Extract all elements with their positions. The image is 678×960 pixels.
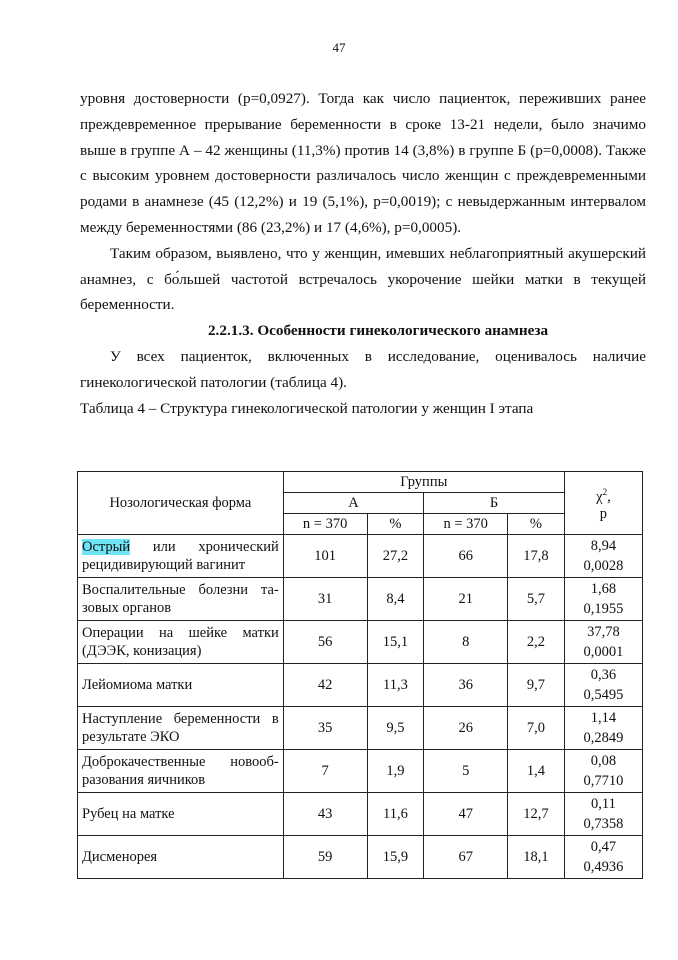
chi-superscript: 2	[602, 486, 608, 497]
cell-b-pct: 18,1	[508, 836, 565, 879]
paragraph-continuation: уровня достоверности (p=0,0927). Тогда как число пациенток, переживших ранее преждевременное прерывание беременности в сроке 13-21 недели, было значимо выше в группе А – 42 женщины (11,3%) против 14 (3,8%) в группе Б (p=0,0008). Также с высоким уровнем достоверности различалось число женщин с преждевременными родами в анамнезе (45 (12,2%) и 19 (5,1%), p=0,0019); с невыдержанным интервалом между беременностями (86 (23,2%) и 17 (4,6%), p=0,0005).	[80, 90, 646, 236]
table-row	[78, 621, 643, 664]
cell-a-n: 59	[283, 836, 367, 879]
row-name: Рубец на матке	[78, 793, 284, 836]
cell-b-pct: 12,7	[508, 793, 565, 836]
cell-p: 0,5495	[583, 687, 624, 703]
cell-b-n: 21	[424, 578, 508, 621]
header-group-b: Б	[424, 493, 565, 514]
cell-a-pct: 27,2	[367, 535, 424, 578]
cell-a-pct: 8,4	[367, 578, 424, 621]
cell-b-n: 8	[424, 621, 508, 664]
table-row	[78, 793, 643, 836]
row-name: Наступление беременности в результате ЭКО	[78, 707, 284, 750]
row-name: Воспалительные болезни та-зовых органов	[78, 578, 284, 621]
cell-chi2-p	[564, 750, 642, 793]
cell-a-n: 101	[283, 535, 367, 578]
cell-b-n: 67	[424, 836, 508, 879]
cell-chi2: 0,47	[590, 839, 617, 855]
cell-p: 0,1955	[583, 601, 624, 617]
row-name: Острый или хронический рецидивирующий вагинит	[78, 535, 284, 578]
cell-a-n: 31	[283, 578, 367, 621]
row-name: Лейомиома матки	[78, 664, 284, 707]
cell-p: 0,7710	[583, 773, 624, 789]
cell-b-pct: 9,7	[508, 664, 565, 707]
cell-chi2-p	[564, 836, 642, 879]
chi-comma: ,	[607, 488, 611, 505]
cell-a-pct: 9,5	[367, 707, 424, 750]
cell-chi2: 37,78	[587, 624, 620, 640]
cell-b-pct: 5,7	[508, 578, 565, 621]
header-groups: Группы	[283, 472, 564, 493]
cell-chi2: 0,08	[590, 753, 617, 769]
cell-b-pct: 1,4	[508, 750, 565, 793]
cell-a-pct: 11,3	[367, 664, 424, 707]
cell-chi2-p	[564, 621, 642, 664]
paragraph-conclusion: Таким образом, выявлено, что у женщин, имевших неблагоприятный акушерский анамнез, с бо́льшей частотой встречалось укорочение шейки матки в текущей беременности.	[80, 244, 646, 314]
row-name: Доброкачественные новооб-разования яичников	[78, 750, 284, 793]
header-group-a: А	[283, 493, 424, 514]
cell-b-n: 5	[424, 750, 508, 793]
cell-chi2: 8,94	[590, 538, 617, 554]
table-caption: Таблица 4 – Структура гинекологической патологии у женщин I этапа	[80, 399, 534, 417]
table-row	[78, 664, 643, 707]
header-n-a: n = 370	[283, 514, 367, 535]
cell-chi2-p	[564, 707, 642, 750]
header-n-b: n = 370	[424, 514, 508, 535]
section-heading: 2.2.1.3. Особенности гинекологического анамнеза	[207, 322, 549, 340]
p-symbol: p	[599, 506, 608, 523]
cell-a-n: 7	[283, 750, 367, 793]
cell-b-n: 66	[424, 535, 508, 578]
table-row	[78, 535, 643, 578]
cell-a-n: 43	[283, 793, 367, 836]
cell-b-n: 36	[424, 664, 508, 707]
cell-b-pct: 17,8	[508, 535, 565, 578]
header-pct-a: %	[367, 514, 424, 535]
chi-symbol: χ	[596, 488, 603, 505]
cell-b-pct: 2,2	[508, 621, 565, 664]
cell-chi2-p	[564, 535, 642, 578]
cell-chi2: 0,11	[591, 796, 616, 812]
cell-b-pct: 7,0	[508, 707, 565, 750]
cell-chi2: 1,68	[590, 581, 617, 597]
highlighted-word[interactable]: Острый	[82, 539, 131, 555]
cell-chi2-p	[564, 664, 642, 707]
body-text	[80, 86, 646, 421]
header-pct-b: %	[508, 514, 565, 535]
row-name: Операции на шейке матки (ДЭЭК, конизация)	[78, 621, 284, 664]
cell-p: 0,0001	[583, 644, 624, 660]
cell-chi2-p	[564, 793, 642, 836]
cell-a-pct: 15,9	[367, 836, 424, 879]
cell-p: 0,2849	[583, 730, 624, 746]
header-chi2-p	[564, 472, 642, 535]
cell-p: 0,4936	[583, 859, 624, 875]
cell-a-n: 35	[283, 707, 367, 750]
cell-a-pct: 15,1	[367, 621, 424, 664]
row-name: Дисменорея	[78, 836, 284, 879]
table-row	[78, 707, 643, 750]
page-number: 47	[332, 40, 346, 55]
cell-chi2-p	[564, 578, 642, 621]
cell-b-n: 26	[424, 707, 508, 750]
cell-a-pct: 1,9	[367, 750, 424, 793]
cell-p: 0,7358	[583, 816, 624, 832]
cell-p: 0,0028	[583, 558, 624, 574]
cell-chi2: 0,36	[590, 667, 617, 683]
cell-a-n: 42	[283, 664, 367, 707]
cell-chi2: 1,14	[590, 710, 617, 726]
paragraph-intro: У всех пациенток, включенных в исследование, оценивалось наличие гинекологической патологии (таблица 4).	[80, 347, 646, 391]
header-nosological-form: Нозологическая форма	[78, 472, 284, 535]
cell-a-pct: 11,6	[367, 793, 424, 836]
table-row	[78, 836, 643, 879]
table-row	[78, 750, 643, 793]
table-row	[78, 578, 643, 621]
gynecologic-pathology-table	[77, 471, 643, 879]
cell-b-n: 47	[424, 793, 508, 836]
cell-a-n: 56	[283, 621, 367, 664]
